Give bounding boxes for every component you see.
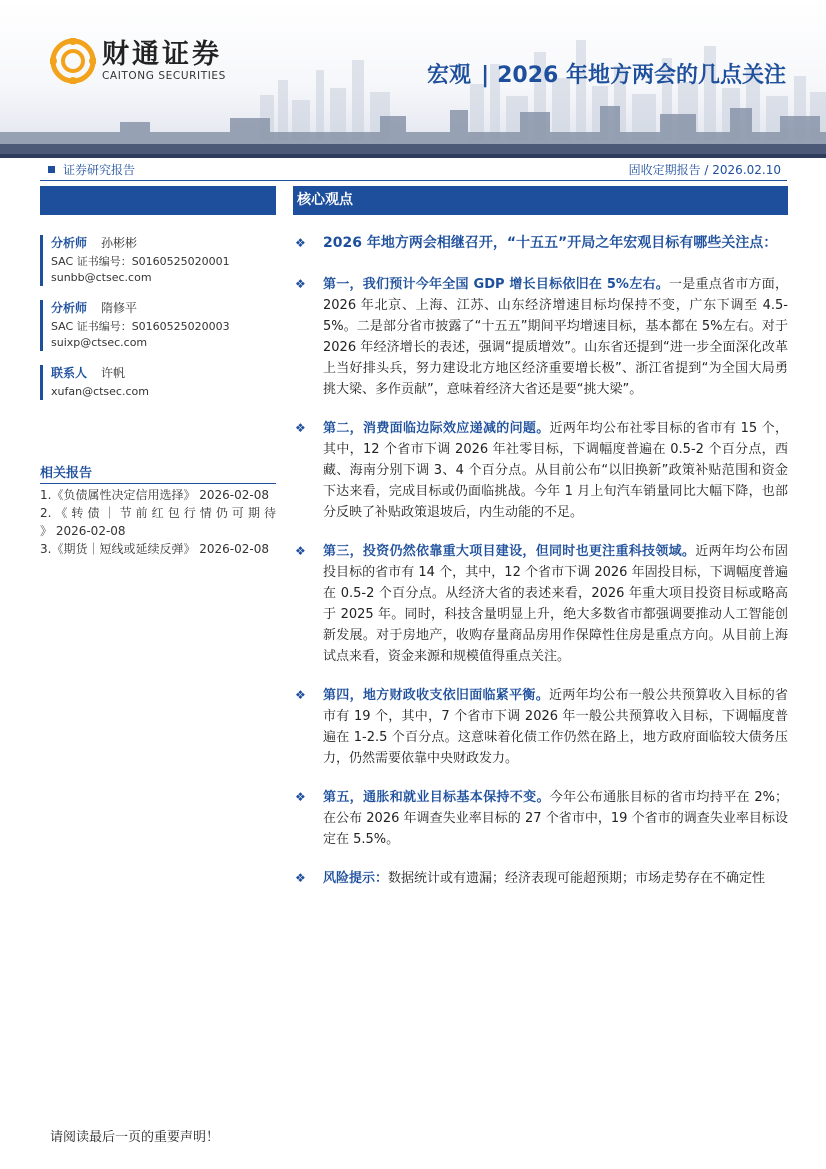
related-report-item[interactable]: 1.《负债属性决定信用选择》 2026-02-08 <box>40 488 270 502</box>
diamond-bullet-icon: ❖ <box>295 421 306 435</box>
sidebar <box>40 186 276 558</box>
risk-warning-body: 数据统计或有遗漏；经济表现可能超预期；市场走势存在不确定性 <box>388 871 766 886</box>
key-point <box>293 787 788 850</box>
related-reports-list <box>40 486 276 558</box>
report-kind-label: 证券研究报告 <box>63 163 136 177</box>
intro-text: 2026 年地方两会相继召开，“十五五”开局之年宏观目标有哪些关注点： <box>323 235 778 251</box>
report-title <box>427 58 786 89</box>
analyst-role: 分析师 <box>51 301 88 315</box>
report-type-bar <box>40 161 787 181</box>
related-report-item[interactable]: 2. 《 转 债 ｜ 节 前 红 包 行 情 仍 可 期 待 》 2026-02-08 <box>40 506 276 538</box>
logo-name-en: CAITONG SECURITIES <box>102 69 226 82</box>
report-title-text: 2026 年地方两会的几点关注 <box>497 63 786 88</box>
diamond-bullet-icon: ❖ <box>295 236 306 250</box>
diamond-bullet-icon: ❖ <box>295 277 306 291</box>
diamond-bullet-icon: ❖ <box>295 544 306 558</box>
report-category: 宏观 <box>427 63 472 88</box>
logo-emblem-icon <box>50 38 96 84</box>
related-reports-title: 相关报告 <box>40 462 276 484</box>
sidebar-header-bar <box>40 186 276 215</box>
analyst-email[interactable]: sunbb@ctsec.com <box>51 271 152 284</box>
analyst-name: 孙彬彬 <box>101 236 138 250</box>
key-point-headline: 第二，消费面临边际效应递减的问题。 <box>323 421 550 436</box>
analyst-name: 隋修平 <box>101 301 138 315</box>
key-point-body: 近两年均公布社零目标的省市有 15 个，其中，12 个省市下调 2026 年社零目标，下调幅度普遍在 0.5-2 个百分点，西藏、海南分别下调 3、4 个百分点。从目前公布“以旧换新”政策补贴范围和资金下达来看，完成目标或仍面临挑战。今年 1 月上旬汽车销量同比大幅下降，也部分反映了补贴政策退坡后，内生动能的不足。 <box>323 421 788 520</box>
analyst-cert: SAC 证书编号：S0160525020001 <box>51 255 230 268</box>
key-point-body: 一是重点省市方面，2026 年北京、上海、江苏、山东经济增速目标均保持不变，广东下调至 4.5-5%。二是部分省市披露了“十五五”期间平均增速目标，基本都在 5%左右。对于 2026 年经济增长的表述，强调“提质增效”。山东省还提到“进一步全面深化改革上当好排头兵，努力建设北方地区经济重要增长极”、浙江省提到“为全国大局勇挑大梁、多作贡献”，意味着经济大省还是要“挑大梁”。 <box>323 277 788 397</box>
core-views-title: 核心观点 <box>293 186 788 215</box>
contact-role: 联系人 <box>51 366 88 380</box>
diamond-bullet-icon: ❖ <box>295 871 306 885</box>
diamond-bullet-icon: ❖ <box>295 790 306 804</box>
risk-warning-label: 风险提示： <box>323 871 389 886</box>
contact-name: 许帆 <box>101 366 126 380</box>
key-point <box>293 418 788 523</box>
key-point <box>293 274 788 400</box>
diamond-bullet-icon: ❖ <box>295 688 306 702</box>
analyst-email[interactable]: suixp@ctsec.com <box>51 336 148 349</box>
key-point-headline: 第一，我们预计今年全国 GDP 增长目标依旧在 5%左右。 <box>323 277 669 292</box>
company-logo <box>50 38 226 84</box>
key-point <box>293 541 788 667</box>
analyst-card <box>40 235 276 286</box>
core-views-section <box>293 186 788 889</box>
key-point-headline: 第五，通胀和就业目标基本保持不变。 <box>323 790 550 805</box>
key-point <box>293 685 788 769</box>
report-date-label: 固收定期报告 / 2026.02.10 <box>628 163 781 177</box>
analyst-role: 分析师 <box>51 236 88 250</box>
key-point-headline: 第三，投资仍然依靠重大项目建设，但同时也更注重科技领域。 <box>323 544 696 559</box>
key-point-headline: 第四，地方财政收支依旧面临紧平衡。 <box>323 688 549 703</box>
intro-point <box>293 233 788 254</box>
square-bullet-icon <box>48 166 55 173</box>
logo-name-cn: 财通证券 <box>102 38 222 70</box>
analyst-card <box>40 300 276 351</box>
contact-email[interactable]: xufan@ctsec.com <box>51 385 149 398</box>
contact-card <box>40 365 276 400</box>
risk-warning <box>293 868 788 889</box>
title-separator: | <box>481 63 490 88</box>
disclaimer-notice: 请阅读最后一页的重要声明！ <box>50 1130 220 1145</box>
analyst-cert: SAC 证书编号：S0160525020003 <box>51 320 230 333</box>
header-banner <box>0 0 826 158</box>
key-point-body: 近两年均公布一般公共预算收入目标的省市有 19 个，其中，7 个省市下调 2026 年一般公共预算收入目标，下调幅度普遍在 1-2.5 个百分点。这意味着化债工作仍然在路上，地方政府面临较大债务压力，仍然需要依靠中央财政发力。 <box>323 688 788 766</box>
key-point-body: 近两年均公布固投目标的省市有 14 个，其中，12 个省市下调 2026 年固投目标，下调幅度普遍在 0.5-2 个百分点。从经济大省的表述来看，2026 年重大项目投资目标或略高于 2025 年。同时，科技含量明显上升，绝大多数省市都强调要推动人工智能创新发展。对于房地产，收购存量商品房用作保障性住房是重点方向。从目前上海试点来看，资金来源和规模值得重点关注。 <box>323 544 788 664</box>
key-point-body: 今年公布通胀目标的省市均持平在 2%；在公布 2026 年调查失业率目标的 27 个省市中，19 个省市的调查失业率目标设定在 5.5%。 <box>323 790 788 847</box>
related-report-item[interactable]: 3.《期货｜短线或延续反弹》 2026-02-08 <box>40 542 270 556</box>
